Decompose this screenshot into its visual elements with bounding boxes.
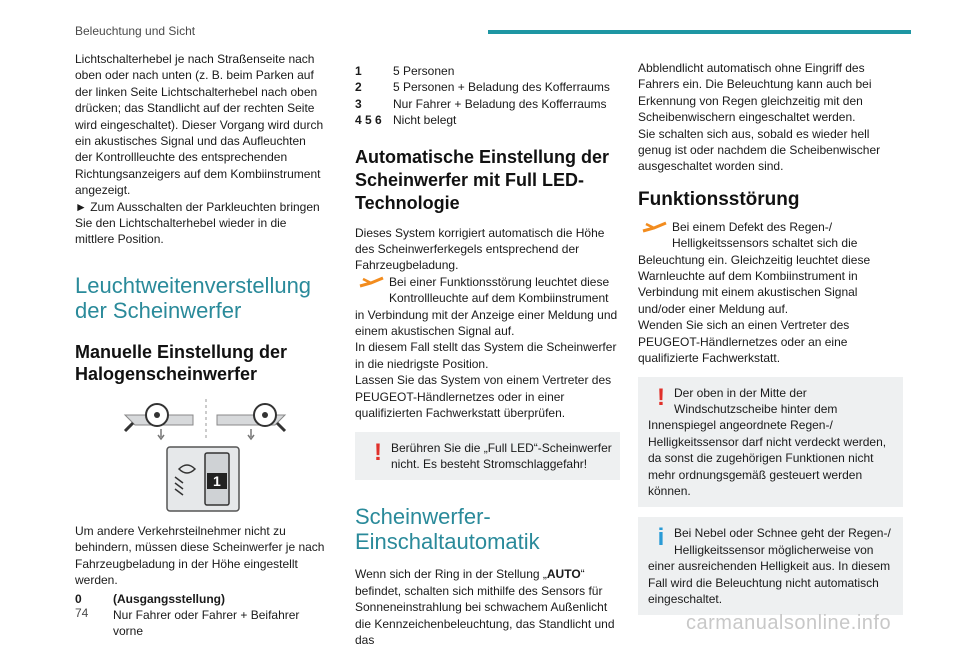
column-1 [75,51,325,640]
column-3 [638,60,903,615]
column-2 [355,63,620,648]
subsection-title: Manuelle Einstellung der Halogenscheinwerfer [75,341,288,384]
paragraph: Wenden Sie sich an einen Vertreter des PEUGEOT-Händlernetzes oder an eine qualifizierte Fachwerkstatt. [638,318,850,366]
section-title: Automatische Einstellung der Scheinwerfer mit Full LED-Technologie [355,146,610,213]
list-item [355,63,620,79]
paragraph: Lichtschalterhebel je nach Straßenseite nach oben oder nach unten (z. B. beim Parken auf der linken Seite Lichtschalterhebel nach oben drücken; das Standlicht auf der rechten Seite wird eingeschaltet). Dieser Vorgang wird durch ein akustisches Signal und das Aufleuchten der Kontrollleuchte des entsprechenden Richtungsanzeigers auf dem Kombiinstrument angezeigt. [75,52,324,198]
load-list [355,63,620,129]
warning-text: Der oben in der Mitte der Windschutzscheibe hinter dem Innenspiegel angeordnete Regen-/ Helligkeitssensor darf nicht verdeckt werden, da sonst die zugehörigen Funktionen nicht mehr ordnungsgemäß gesteuert werden können. [648,385,887,498]
headlamp-fault-icon [355,274,389,292]
headlamp-fault-icon [638,219,672,237]
info-text: Bei Nebel oder Schnee geht der Regen-/ Helligkeitssensor möglicherweise von einer ausreichenden Helligkeit aus. In diesem Fall wird die Beleuchtung nicht automatisch eingeschaltet. [648,526,891,606]
diagram-label: 1 [213,472,221,489]
list-item-text: Nicht belegt [393,113,457,128]
paragraph: Bei einem Defekt des Regen-/ Helligkeitssensors schaltet sich die Beleuchtung ein. Gleichzeitig leuchtet diese Warnleuchte auf dem Kombiinstrument in Verbindung mit einem akustischen Signal und/oder einer Meldung auf. [638,219,871,316]
paragraph: ► Zum Ausschalten der Parkleuchten bringen Sie den Lichtschalterhebel wieder in die mittlere Position. [75,199,320,247]
paragraph: In diesem Fall stellt das System die Scheinwerfer in die niedrigste Position. [355,340,617,371]
list-item [355,96,620,112]
list-item [355,112,620,128]
page-header-title: Beleuchtung und Sicht [75,24,196,38]
paragraph: Sie schalten sich aus, sobald es wieder hell genug ist oder nachdem die Scheibenwischer ausgeschaltet worden sind. [638,126,881,174]
watermark: carmanualsonline.info [686,612,892,634]
list-item [75,591,325,640]
paragraph: Abblendlicht automatisch ohne Eingriff des Fahrers ein. Die Beleuchtung kann auch bei Erkennung von Regen gleichzeitig mit den Scheibenwischern eingeschaltet werden. [638,61,872,125]
list-item-number: 1 [355,64,362,78]
paragraph [355,566,620,648]
list-item [355,79,620,95]
section-title: Scheinwerfer-Einschaltautomatik [355,504,540,555]
paragraph: Um andere Verkehrsteilnehmer nicht zu behindern, müssen diese Scheinwerfer je nach Fahrzeugbeladung in der Höhe eingestellt werden. [75,523,325,588]
paragraph: Bei einer Funktionsstörung leuchtet diese Kontrollleuchte auf dem Kombiinstrument in Verbindung mit der Anzeige einer Meldung und einem akustischen Signal auf. [355,274,618,339]
list-item-number: 4 5 6 [355,113,382,128]
warning-box [638,377,903,508]
fault-paragraph [638,219,903,317]
info-box [638,517,903,615]
warning-icon: ! [374,438,382,466]
header-accent-bar [488,30,911,34]
text-fragment: Wenn sich der Ring in der Stellung „ [355,567,547,582]
text-fragment: “ befindet, schalten sich mithilfe des Sensors für Sonneneinstrahlung bei schwachem Außenlicht die Kennzeichenbeleuchtung, das Standlicht und das [355,567,615,647]
page-number: 74 [75,606,89,620]
list-item-text: 5 Personen [393,64,455,78]
list-item-text: Nur Fahrer + Beladung des Kofferraums [393,96,607,111]
list-item-number: 3 [355,96,362,111]
warning-box [355,432,620,481]
section-title: Leuchtweitenverstellung der Scheinwerfer [75,272,312,323]
paragraph: Dieses System korrigiert automatisch die Höhe des Scheinwerferkegels entsprechend der Fahrzeugbeladung. [355,225,605,273]
paragraph: Lassen Sie das System von einem Vertreter des PEUGEOT-Händlernetzes oder in einer qualifizierten Fachwerkstatt überprüfen. [355,373,612,421]
list-item-text: Nur Fahrer oder Fahrer + Beifahrer vorne [113,607,300,639]
headlamp-diagram-svg [75,397,325,517]
list-item-text: 5 Personen + Beladung des Kofferraums [393,80,610,95]
list-item-number: 2 [355,80,362,95]
auto-label: AUTO [546,567,581,582]
info-icon: i [657,524,665,552]
list-item-number: 0 [75,591,82,606]
section-title: Funktionsstörung [638,188,800,210]
warning-text: Berühren Sie die „Full LED“-Scheinwerfer nicht. Es besteht Stromschlaggefahr! [391,440,612,471]
headlamp-adjustment-diagram [75,397,325,517]
warning-icon: ! [657,383,665,411]
list-item-title: (Ausgangsstellung) [113,591,226,606]
fault-indicator-paragraph [355,274,620,340]
